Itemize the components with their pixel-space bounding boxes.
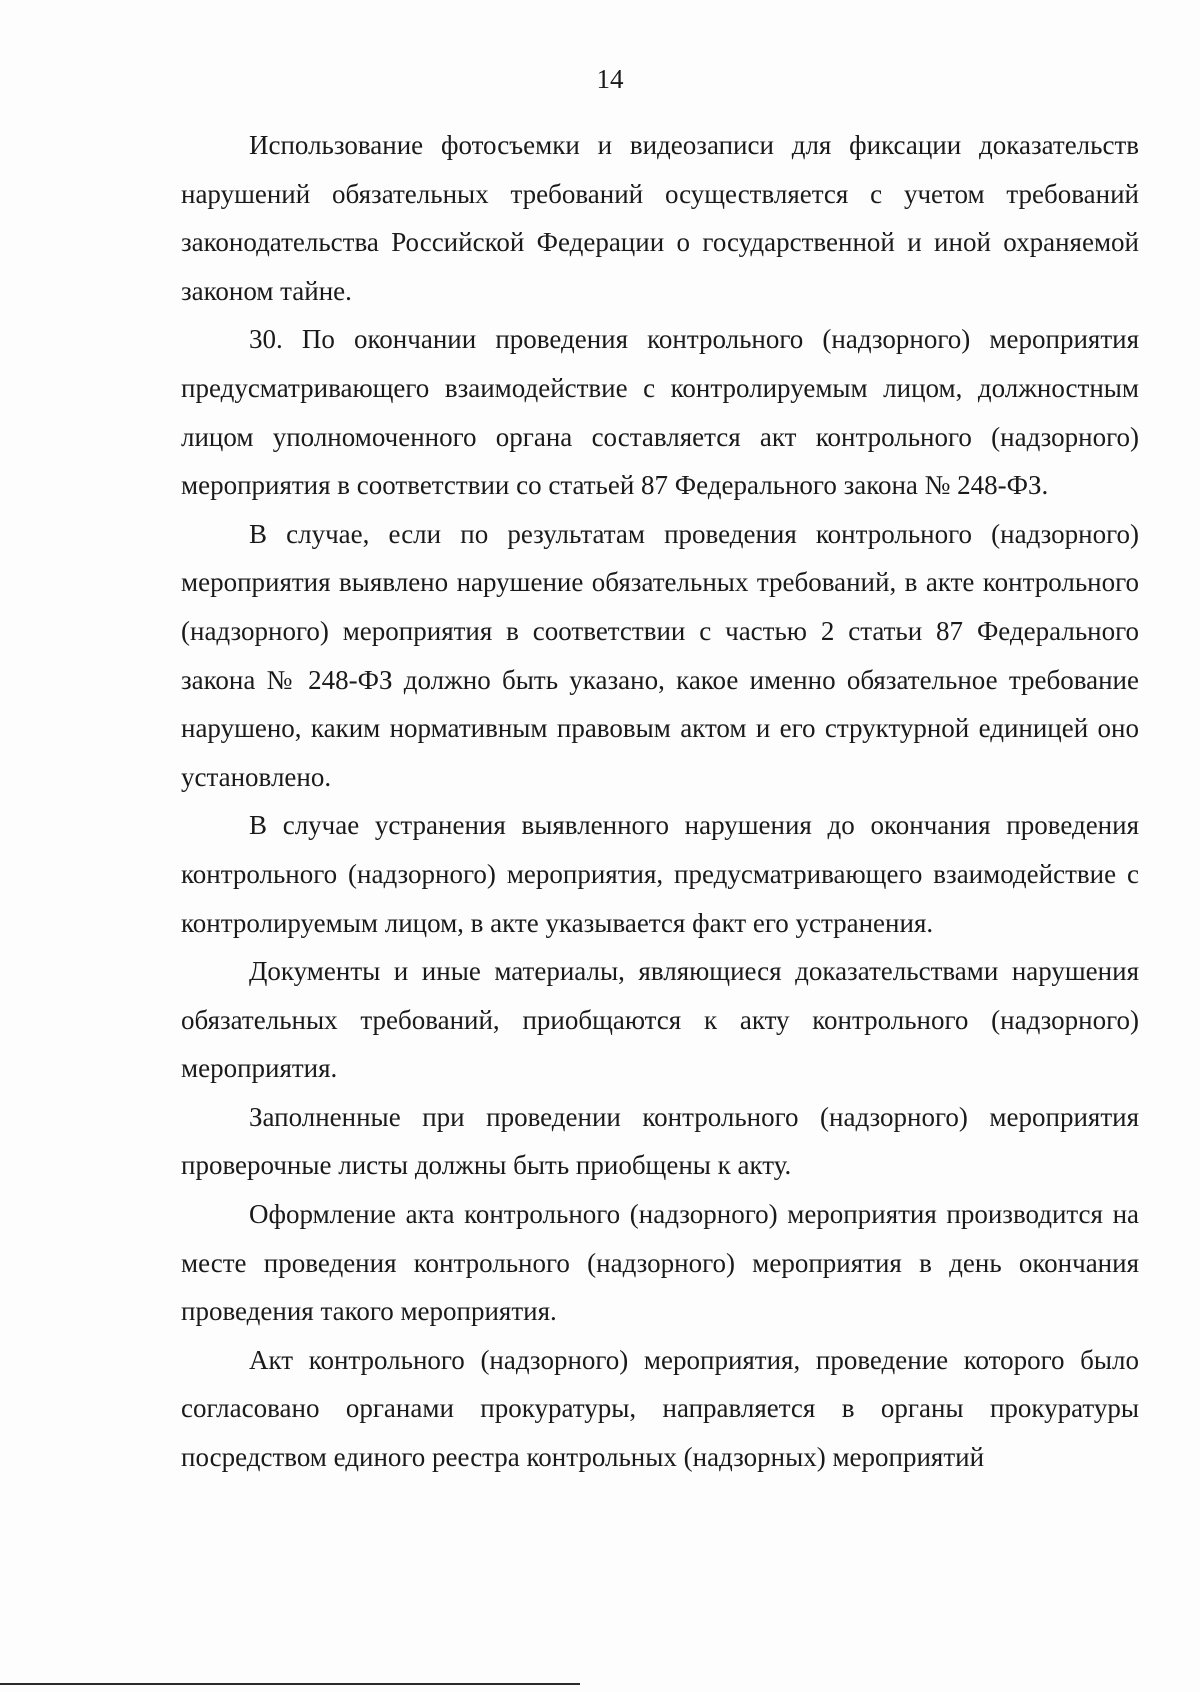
bottom-scan-line — [0, 1683, 580, 1685]
paragraph-violation-eliminated: В случае устранения выявленного нарушения до окончания проведения контрольного (надзорного) мероприятия, предусматривающего взаимодействие с контролируемым лицом, в акте указывается факт его устранения. — [181, 810, 1139, 938]
paragraph-checklists: Заполненные при проведении контрольного (надзорного) мероприятия проверочные листы должны быть приобщены к акту. — [181, 1101, 1139, 1181]
paragraph-photo-video: Использование фотосъемки и видеозаписи для фиксации доказательств нарушений обязательных требований осуществляется с учетом требований законодательства Российской Федерации о государственной и иной охраняемой законом тайне. — [181, 130, 1139, 306]
paragraph-evidence-materials: Документы и иные материалы, являющиеся доказательствами нарушения обязательных требований, приобщаются к акту контрольного (надзорного) мероприятия. — [181, 956, 1139, 1084]
paragraph-item-30: 30. По окончании проведения контрольного (надзорного) мероприятия предусматривающего взаимодействие с контролируемым лицом, должностным лицом уполномоченного органа составляется акт контрольного (надзорного) мероприятия в соответствии со статьей 87 Федерального закона № 248-ФЗ. — [181, 324, 1139, 501]
paragraph-violation-found: В случае, если по результатам проведения контрольного (надзорного) мероприятия выявлено нарушение обязательных требований, в акте контрольного (надзорного) мероприятия в соответствии с частью 2 статьи 87 Федерального закона № 248-ФЗ должно быть указано, какое именно обязательное требование нарушено, каким нормативным правовым актом и его структурной единицей оно установлено. — [181, 518, 1139, 792]
paragraph-act-drafting: Оформление акта контрольного (надзорного) мероприятия производится на месте проведения контрольного (надзорного) мероприятия в день окончания проведения такого мероприятия. — [181, 1199, 1139, 1327]
document-body — [181, 121, 1139, 1482]
paragraph-prosecutor-act: Акт контрольного (надзорного) мероприятия, проведение которого было согласовано органами прокуратуры, направляется в органы прокуратуры посредством единого реестра контрольных (надзорных) мероприятий — [181, 1344, 1139, 1473]
page-number: 14 — [596, 64, 624, 94]
